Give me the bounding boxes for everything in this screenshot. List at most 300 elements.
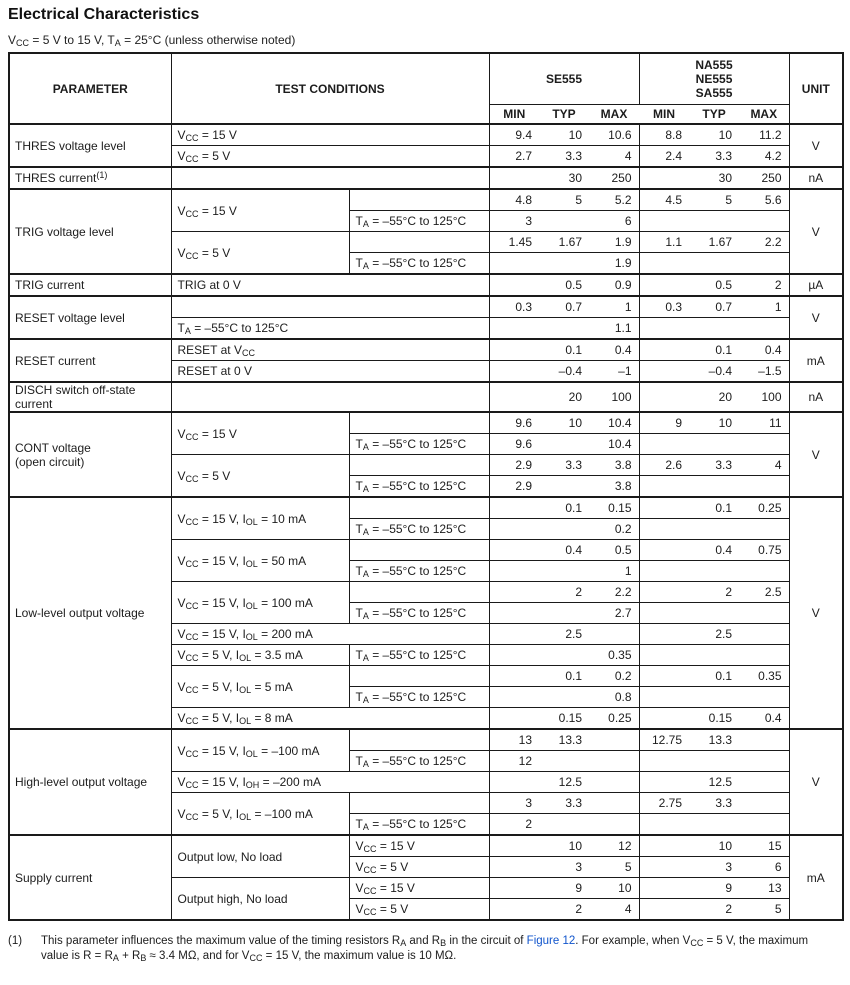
value-cell: 0.8 [589,687,639,708]
value-cell [489,361,539,383]
condition-cell: $T_A = -55^\circ C$ to 125°C [349,814,489,836]
condition-cell: Output high, No load [171,878,349,921]
value-cell [639,814,689,836]
value-cell: 5.2 [589,189,639,211]
table-body [9,124,843,920]
table-header [9,53,843,124]
value-cell: 2.7 [489,146,539,168]
table-row [9,497,843,519]
condition-cell: $V_{CC} = 15$ V [171,124,489,146]
value-cell: 0.35 [739,666,789,687]
value-cell [689,434,739,455]
parameter-cell: Supply current [9,835,171,920]
value-cell: 0.35 [589,645,639,666]
value-cell: 0.3 [639,296,689,318]
value-cell: 9 [639,412,689,434]
header-row [9,53,843,105]
value-cell: 10 [539,412,589,434]
condition-cell: $V_{CC} = 5$ V [171,455,349,498]
condition-cell: $V_{CC} = 15$ V, $I_{OL} = 100$ mA [171,582,349,624]
value-cell: 0.15 [689,708,739,730]
value-cell [739,814,789,836]
value-cell: 0.1 [689,497,739,519]
value-cell [739,624,789,645]
value-cell: 0.7 [689,296,739,318]
value-cell: 0.4 [589,339,639,361]
value-cell: 9.6 [489,434,539,455]
unit-cell: mA [789,339,843,382]
value-cell: –0.4 [539,361,589,383]
value-cell [539,687,589,708]
page-title: Electrical Characteristics [8,6,200,23]
value-cell [639,835,689,857]
value-cell [639,708,689,730]
value-cell [739,751,789,772]
value-cell: 0.4 [689,540,739,561]
unit-cell: mA [789,835,843,920]
value-cell [739,687,789,708]
value-cell [539,519,589,540]
value-cell: 5.6 [739,189,789,211]
value-cell: 11 [739,412,789,434]
value-cell: 3.3 [689,146,739,168]
header-cell: TYP [689,105,739,125]
value-cell: 2.9 [489,476,539,498]
condition-cell: $V_{CC} = 15$ V, $I_{OL} = 10$ mA [171,497,349,540]
value-cell [739,476,789,498]
condition-cell: $V_{CC} = 15$ V, $I_{OH} = -200$ mA [171,772,489,793]
condition-cell: $V_{CC} = 15$ V, $I_{OL} = -100$ mA [171,729,349,772]
value-cell [489,339,539,361]
value-cell [639,624,689,645]
value-cell [639,666,689,687]
condition-cell [349,729,489,751]
value-cell: 2 [489,814,539,836]
table-row [9,412,843,434]
table-row [9,189,843,211]
unit-cell: nA [789,382,843,412]
value-cell: 3.3 [539,793,589,814]
value-cell: 2.7 [589,603,639,624]
condition-cell [171,382,489,412]
condition-cell: $T_A = -55^\circ C$ to 125°C [349,476,489,498]
value-cell [739,211,789,232]
value-cell [489,274,539,296]
value-cell [689,751,739,772]
table-row [9,339,843,361]
value-cell [689,318,739,340]
value-cell: 0.2 [589,666,639,687]
condition-cell: $V_{CC} = 5$ V, $I_{OL} = 5$ mA [171,666,349,708]
value-cell [589,793,639,814]
value-cell [489,603,539,624]
condition-cell: Output low, No load [171,835,349,878]
value-cell [689,253,739,275]
value-cell [689,645,739,666]
value-cell: 2 [739,274,789,296]
value-cell [489,318,539,340]
condition-cell: $V_{CC} = 15$ V [171,412,349,455]
condition-cell [349,412,489,434]
condition-cell: $V_{CC} = 5$ V, $I_{OL} = 8$ mA [171,708,489,730]
value-cell: 13 [739,878,789,899]
value-cell: 0.3 [489,296,539,318]
condition-cell [349,189,489,211]
value-cell [689,561,739,582]
value-cell [489,540,539,561]
condition-cell: $T_A = -55^\circ C$ to 125°C [349,687,489,708]
value-cell: 3 [489,793,539,814]
value-cell: 10.4 [589,412,639,434]
value-cell: 4 [739,455,789,476]
condition-cell [171,167,489,189]
value-cell: 1.9 [589,253,639,275]
parameter-cell: High-level output voltage [9,729,171,835]
table-row [9,382,843,412]
value-cell: 10 [539,124,589,146]
value-cell: 0.2 [589,519,639,540]
value-cell: 0.4 [739,708,789,730]
value-cell [489,582,539,603]
value-cell [639,540,689,561]
parameter-cell: TRIG current [9,274,171,296]
condition-cell [349,793,489,814]
header-cell: MIN [639,105,689,125]
value-cell [639,274,689,296]
value-cell [639,899,689,921]
value-cell [489,253,539,275]
condition-cell [349,455,489,476]
value-cell [739,603,789,624]
figure-12-link[interactable]: Figure 12 [526,935,576,947]
value-cell: 9 [539,878,589,899]
value-cell: 3 [689,857,739,878]
header-cell: MAX [739,105,789,125]
footnote [8,934,836,964]
value-cell [489,708,539,730]
value-cell: 12 [589,835,639,857]
value-cell [539,253,589,275]
unit-cell: nA [789,167,843,189]
value-cell [489,624,539,645]
value-cell [639,687,689,708]
value-cell: 12.75 [639,729,689,751]
value-cell [489,878,539,899]
condition-cell: $V_{CC} = 5$ V [171,232,349,275]
value-cell: 2 [539,582,589,603]
value-cell: –1 [589,361,639,383]
value-cell [539,434,589,455]
value-cell: 3.3 [539,455,589,476]
value-cell [489,519,539,540]
value-cell [639,519,689,540]
condition-cell: $T_A = -55^\circ C$ to 125°C [171,318,489,340]
value-cell [539,211,589,232]
value-cell: 4.5 [639,189,689,211]
value-cell [639,361,689,383]
electrical-characteristics-table [8,52,844,921]
value-cell: 10.6 [589,124,639,146]
value-cell [539,603,589,624]
value-cell [739,772,789,793]
value-cell [639,382,689,412]
value-cell [489,687,539,708]
value-cell: 2.6 [639,455,689,476]
value-cell: 2 [689,899,739,921]
value-cell [589,624,639,645]
value-cell: 0.1 [539,666,589,687]
value-cell [639,603,689,624]
value-cell [689,519,739,540]
condition-cell: $T_A = -55^\circ C$ to 125°C [349,211,489,232]
value-cell: –1.5 [739,361,789,383]
value-cell [689,211,739,232]
value-cell [689,687,739,708]
value-cell: 11.2 [739,124,789,146]
condition-cell: $T_A = -55^\circ C$ to 125°C [349,253,489,275]
parameter-cell: THRES current$^{(1)}$ [9,167,171,189]
value-cell: 15 [739,835,789,857]
value-cell [639,253,689,275]
value-cell: 3 [489,211,539,232]
value-cell [639,857,689,878]
value-cell: 1 [589,296,639,318]
condition-cell: RESET at 0 V [171,361,489,383]
value-cell: 12 [489,751,539,772]
value-cell: 10 [689,124,739,146]
condition-cell [349,232,489,253]
value-cell: 4.2 [739,146,789,168]
condition-cell: $T_A = -55^\circ C$ to 125°C [349,434,489,455]
value-cell: 0.4 [739,339,789,361]
value-cell: 0.5 [539,274,589,296]
value-cell: 10.4 [589,434,639,455]
value-cell: 0.5 [689,274,739,296]
value-cell: 1.9 [589,232,639,253]
value-cell: 10 [689,412,739,434]
value-cell: 10 [539,835,589,857]
footnote-index: (1) [8,935,23,947]
value-cell: 0.25 [589,708,639,730]
condition-cell: $T_A = -55^\circ C$ to 125°C [349,519,489,540]
value-cell: 250 [739,167,789,189]
condition-cell: $V_{CC} = 15$ V, $I_{OL} = 50$ mA [171,540,349,582]
condition-cell: $V_{CC} = 5$ V [349,899,489,921]
value-cell: 5 [739,899,789,921]
condition-cell: $T_A = -55^\circ C$ to 125°C [349,603,489,624]
value-cell: 13.3 [539,729,589,751]
value-cell: –0.4 [689,361,739,383]
value-cell: 20 [539,382,589,412]
header-cell: TEST CONDITIONS [171,53,489,124]
value-cell [689,814,739,836]
condition-cell: $V_{CC} = 15$ V [349,835,489,857]
value-cell: 30 [539,167,589,189]
value-cell: 3.3 [539,146,589,168]
table-row [9,729,843,751]
header-cell: TYP [539,105,589,125]
value-cell: 1.45 [489,232,539,253]
header-cell: UNIT [789,53,843,124]
value-cell [639,561,689,582]
value-cell: 1 [589,561,639,582]
value-cell [639,497,689,519]
value-cell: 3.8 [589,455,639,476]
value-cell: 0.75 [739,540,789,561]
value-cell: 0.1 [689,339,739,361]
value-cell: 1 [739,296,789,318]
header-cell: MAX [589,105,639,125]
value-cell: 2 [539,899,589,921]
value-cell: 10 [589,878,639,899]
value-cell: 2.9 [489,455,539,476]
condition-cell [349,666,489,687]
condition-cell: $V_{CC} = 5$ V, $I_{OL} = -100$ mA [171,793,349,836]
footnote-text [41,934,836,964]
value-cell: 4 [589,146,639,168]
value-cell [739,729,789,751]
value-cell [489,167,539,189]
condition-cell: $V_{CC} = 5$ V [171,146,489,168]
value-cell [539,645,589,666]
value-cell [539,476,589,498]
value-cell: 2.2 [589,582,639,603]
value-cell [489,645,539,666]
footnote-segment: This parameter influences the maximum value of the timing resistors $R_A$ and $R_B$ in the circuit of [41,935,527,948]
header-cell: PARAMETER [9,53,171,124]
table-row [9,124,843,146]
parameter-cell: TRIG voltage level [9,189,171,274]
value-cell: 0.25 [739,497,789,519]
value-cell [589,814,639,836]
value-cell: 5 [539,189,589,211]
parameter-cell: RESET voltage level [9,296,171,339]
value-cell [739,793,789,814]
footnote-segment: . For example, when $V_{CC} = 5$ V, the maximum value is $R = R_A + R_B \approx 3.4$ MΩ, and for $V_{CC} = 15$ V, the maximum value is 10 MΩ. [41,935,809,963]
value-cell [739,519,789,540]
header-cell: SE555 [489,53,639,105]
value-cell [589,729,639,751]
unit-cell: V [789,296,843,339]
value-cell: 100 [589,382,639,412]
value-cell: 1.67 [689,232,739,253]
value-cell [489,561,539,582]
value-cell: 9.6 [489,412,539,434]
unit-cell: V [789,729,843,835]
value-cell: 2.5 [739,582,789,603]
value-cell: 250 [589,167,639,189]
value-cell: 100 [739,382,789,412]
condition-cell [171,296,489,318]
value-cell [489,497,539,519]
value-cell [489,772,539,793]
value-cell [739,434,789,455]
value-cell [539,814,589,836]
value-cell: 0.4 [539,540,589,561]
value-cell [639,476,689,498]
condition-cell [349,497,489,519]
condition-cell: RESET at $V_{CC}$ [171,339,489,361]
header-cell: NA555 NE555 SA555 [639,53,789,105]
condition-cell: $V_{CC} = 15$ V [171,189,349,232]
value-cell: 6 [589,211,639,232]
value-cell [589,772,639,793]
value-cell [489,666,539,687]
parameter-cell: DISCH switch off-state current [9,382,171,412]
value-cell: 20 [689,382,739,412]
value-cell: 2.75 [639,793,689,814]
value-cell: 6 [739,857,789,878]
condition-cell: $V_{CC} = 5$ V [349,857,489,878]
value-cell: 9 [689,878,739,899]
parameter-cell: RESET current [9,339,171,382]
condition-cell: $V_{CC} = 15$ V, $I_{OL} = 200$ mA [171,624,489,645]
value-cell: 5 [589,857,639,878]
condition-cell: $T_A = -55^\circ C$ to 125°C [349,645,489,666]
conditions-subtitle: $V_{CC} = 5$ V to 15 V, $T_A = 25^\circ C$ (unless otherwise noted) [8,33,296,48]
value-cell [639,434,689,455]
value-cell: 0.15 [539,708,589,730]
value-cell [689,476,739,498]
value-cell: 2 [689,582,739,603]
value-cell [739,645,789,666]
value-cell: 3 [539,857,589,878]
value-cell [539,561,589,582]
value-cell [539,318,589,340]
value-cell: 0.5 [589,540,639,561]
value-cell: 2.5 [539,624,589,645]
value-cell: 13.3 [689,729,739,751]
value-cell [639,751,689,772]
table-row [9,296,843,318]
value-cell: 13 [489,729,539,751]
value-cell [539,751,589,772]
table-row [9,274,843,296]
value-cell: 3.3 [689,455,739,476]
value-cell [589,751,639,772]
value-cell [489,899,539,921]
value-cell [639,582,689,603]
value-cell: 4.8 [489,189,539,211]
parameter-cell: Low-level output voltage [9,497,171,729]
unit-cell: µA [789,274,843,296]
value-cell: 9.4 [489,124,539,146]
value-cell [739,253,789,275]
value-cell [739,318,789,340]
value-cell [639,772,689,793]
condition-cell [349,582,489,603]
value-cell: 3.8 [589,476,639,498]
value-cell: 10 [689,835,739,857]
value-cell [639,878,689,899]
table-row [9,167,843,189]
value-cell: 8.8 [639,124,689,146]
value-cell [639,318,689,340]
condition-cell [349,540,489,561]
condition-cell: $V_{CC} = 5$ V, $I_{OL} = 3.5$ mA [171,645,349,666]
value-cell: 0.1 [539,339,589,361]
value-cell [489,835,539,857]
value-cell: 2.5 [689,624,739,645]
value-cell: 2.2 [739,232,789,253]
value-cell: 2.4 [639,146,689,168]
value-cell [689,603,739,624]
value-cell [739,561,789,582]
value-cell [489,857,539,878]
value-cell: 0.15 [589,497,639,519]
condition-cell: $V_{CC} = 15$ V [349,878,489,899]
value-cell: 0.1 [689,666,739,687]
